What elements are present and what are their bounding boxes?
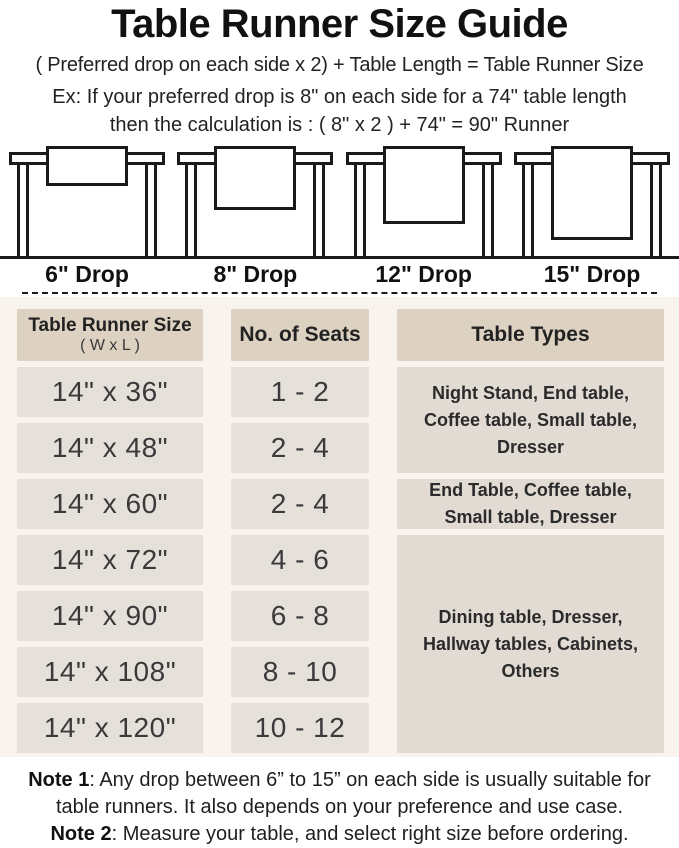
- table-types-cell-large: Dining table, Dresser, Hallway tables, Cabinets, Others: [397, 535, 664, 753]
- runner-size-cell: 14" x 60": [17, 479, 203, 529]
- note-2-text: : Measure your table, and select right size before ordering.: [111, 823, 629, 845]
- seats-cell: 6 - 8: [231, 591, 369, 641]
- drop-label-8in: 8" Drop: [213, 261, 298, 287]
- table-diagram-6in-drop: [9, 144, 165, 256]
- note-1-label: Note 1: [28, 769, 90, 791]
- table-leg-icon: [145, 164, 157, 256]
- table-leg-icon: [482, 164, 494, 256]
- note-1-text: : Any drop between 6” to 15” on each side is usually suitable for table runners. It also depends on your preference and use case.: [55, 769, 651, 818]
- seats-cell: 4 - 6: [231, 535, 369, 585]
- table-types-cell-medium: End Table, Coffee table, Small table, Dresser: [397, 479, 664, 529]
- note-2: [8, 821, 671, 848]
- table-leg-icon: [522, 164, 534, 256]
- solid-divider: [0, 256, 679, 259]
- note-1: [8, 767, 671, 821]
- runner-size-cell: 14" x 72": [17, 535, 203, 585]
- note-2-label: Note 2: [50, 823, 112, 845]
- drop-label-6in: 6" Drop: [45, 261, 129, 287]
- column-header-runner-size: Table Runner Size ( W x L ): [17, 309, 203, 361]
- column-header-seats: No. of Seats: [231, 309, 369, 361]
- drop-labels: [0, 261, 679, 288]
- drop-label-12in: 12" Drop: [375, 261, 472, 287]
- example-text-line1: Ex: If your preferred drop is 8" on each side for a 74" table length: [52, 86, 627, 108]
- table-diagram-8in-drop: [177, 144, 333, 256]
- runner-size-cell: 14" x 48": [17, 423, 203, 473]
- runner-icon: [46, 146, 128, 186]
- seats-cell: 8 - 10: [231, 647, 369, 697]
- runner-icon: [551, 146, 633, 240]
- table-leg-icon: [17, 164, 29, 256]
- header-section: [0, 0, 679, 137]
- table-leg-icon: [354, 164, 366, 256]
- runner-icon: [383, 146, 465, 224]
- table-leg-icon: [313, 164, 325, 256]
- drop-label-15in: 15" Drop: [543, 261, 641, 287]
- runner-size-cell: 14" x 120": [17, 703, 203, 753]
- example-text-line2: then the calculation is : ( 8" x 2 ) + 74" = 90" Runner: [109, 114, 570, 136]
- table-diagram-12in-drop: [346, 144, 502, 256]
- column-header-table-types: Table Types: [397, 309, 664, 361]
- table-types-cell-small: Night Stand, End table, Coffee table, Small table, Dresser: [397, 367, 664, 473]
- runner-size-cell: 14" x 108": [17, 647, 203, 697]
- size-table-section: [0, 297, 679, 757]
- runner-size-cell: 14" x 90": [17, 591, 203, 641]
- runner-size-cell: 14" x 36": [17, 367, 203, 417]
- seats-cell: 10 - 12: [231, 703, 369, 753]
- page-title: Table Runner Size Guide: [111, 2, 568, 46]
- seats-cell: 2 - 4: [231, 423, 369, 473]
- seats-cell: 2 - 4: [231, 479, 369, 529]
- table-diagram-15in-drop: [514, 144, 670, 256]
- size-table: [17, 309, 679, 753]
- drop-diagrams: [0, 144, 679, 256]
- seats-cell: 1 - 2: [231, 367, 369, 417]
- dashed-divider: [22, 292, 657, 294]
- runner-icon: [214, 146, 296, 210]
- table-leg-icon: [185, 164, 197, 256]
- notes-section: [0, 757, 679, 848]
- table-leg-icon: [650, 164, 662, 256]
- formula-text: ( Preferred drop on each side x 2) + Table Length = Table Runner Size: [35, 54, 644, 76]
